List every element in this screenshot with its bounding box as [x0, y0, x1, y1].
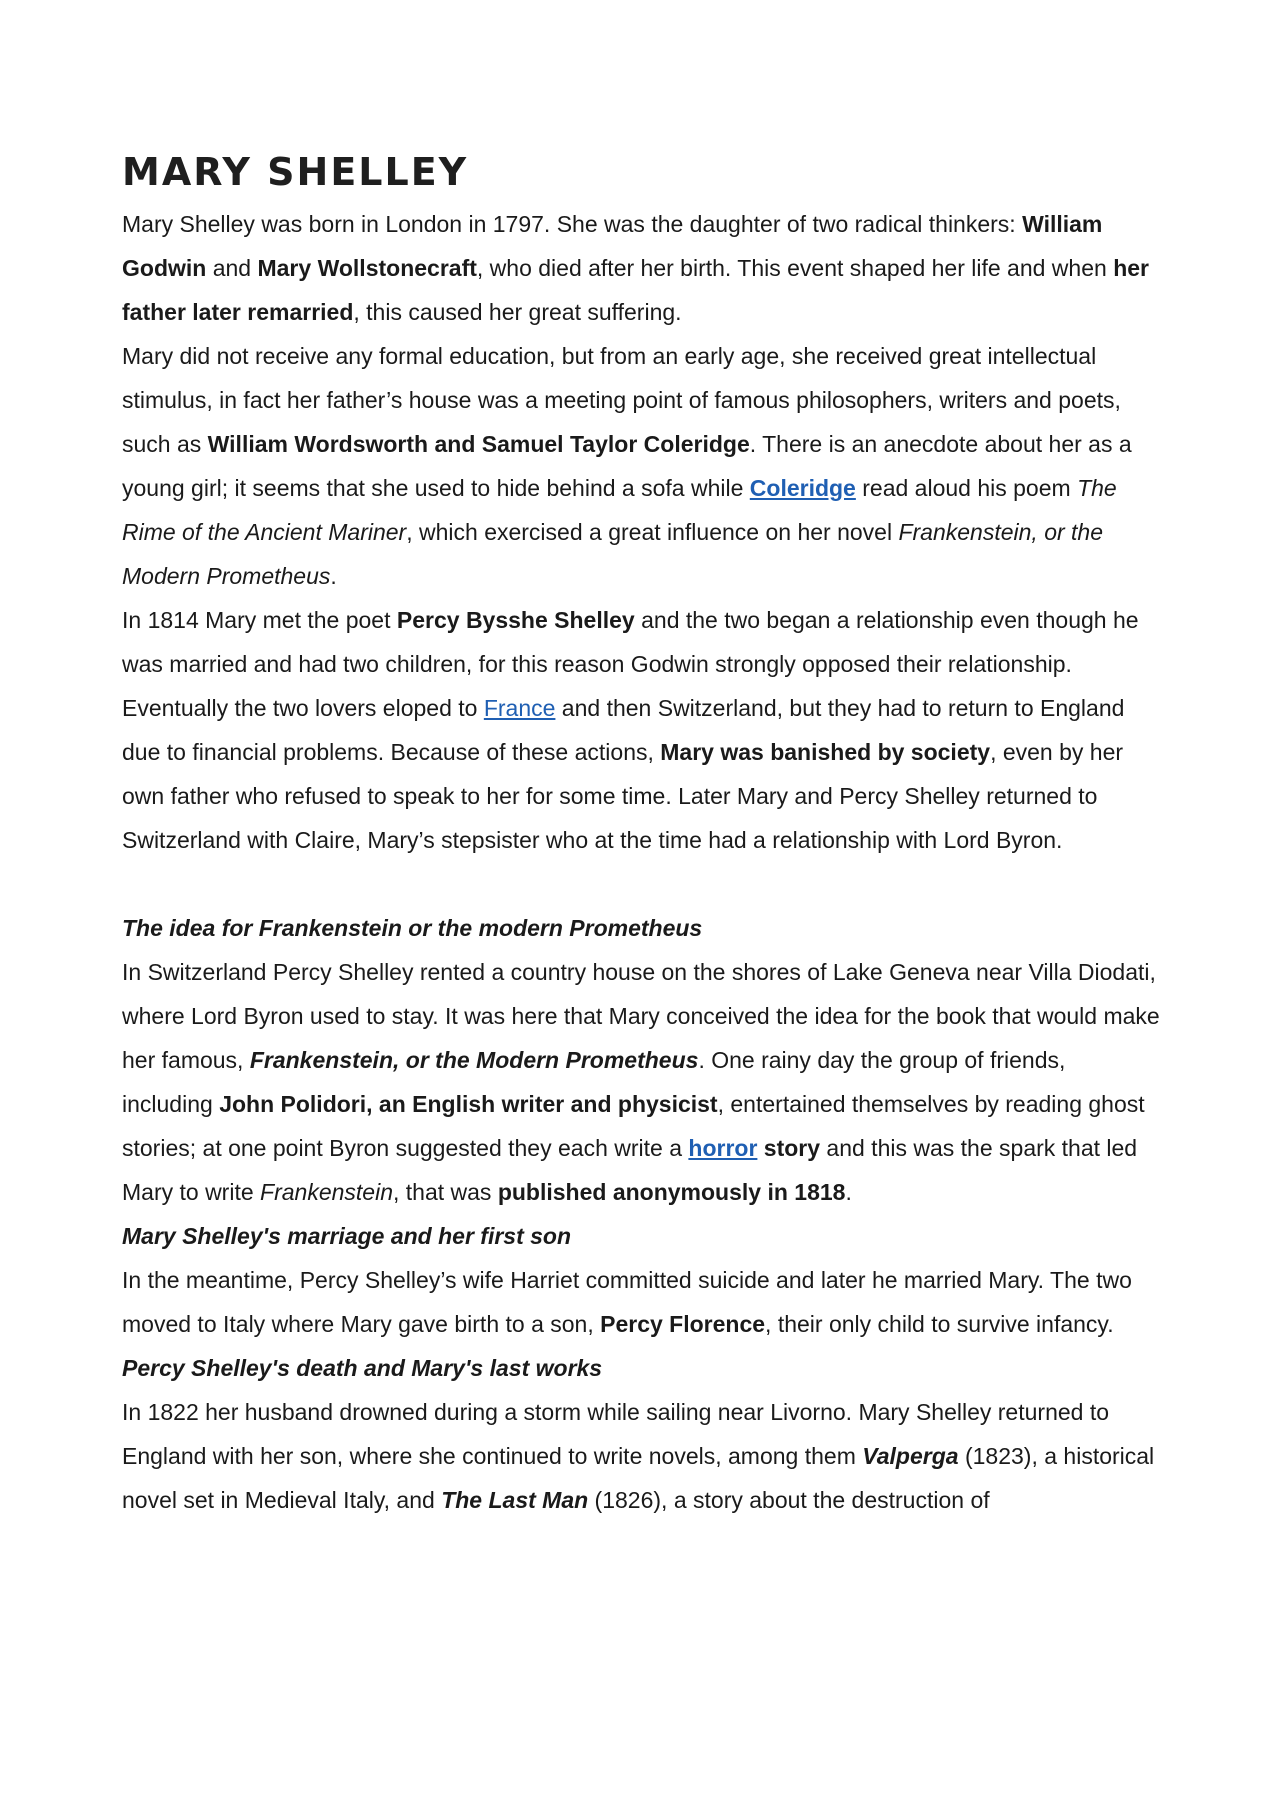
paragraph-education: [122, 334, 1160, 598]
text-run: In 1814 Mary met the poet: [122, 606, 397, 633]
bold-italic-last-man: The Last Man: [441, 1486, 589, 1513]
text-run: and: [206, 254, 258, 281]
text-run: read aloud his poem: [855, 474, 1078, 501]
text-run: , even by her own father who refused to speak to her for some time. Later Mary and Percy Shelley returned to Switzerland with Claire, Mary’s stepsister who at the time had a relationship with Lord Byron.: [122, 738, 1124, 853]
text-run: and then Switzerland, but they had to return to England due to financial problems. Because of these actions,: [122, 694, 1125, 765]
bold-poets: William Wordsworth and Samuel Taylor Coleridge: [207, 430, 750, 457]
subheading-marriage: Mary Shelley's marriage and her first son: [122, 1222, 572, 1249]
paragraph-percy: [122, 598, 1160, 862]
text-run: , which exercised a great influence on her novel: [406, 518, 899, 545]
bold-wollstonecraft: Mary Wollstonecraft: [257, 254, 477, 281]
text-run: , who died after her birth. This event shaped her life and when: [476, 254, 1114, 281]
text-run: , entertained themselves by reading ghost stories; at one point Byron suggested they each write a: [122, 1090, 1145, 1161]
paragraph-marriage: [122, 1258, 1160, 1346]
italic-frankenstein: Frankenstein, or the Modern Prometheus: [122, 518, 1104, 589]
subheading-idea: The idea for Frankenstein or the modern Prometheus: [122, 914, 703, 941]
text-run: In 1822 her husband drowned during a storm while sailing near Livorno. Mary Shelley returned to England with her son, where she continued to write novels, among them: [122, 1398, 1110, 1469]
bold-godwin: William Godwin: [122, 210, 1103, 281]
bold-italic-valperga: Valperga: [862, 1442, 959, 1469]
text-run: and the two began a relationship even though he was married and had two children, for this reason Godwin strongly opposed their relationship. Eventually the two lovers eloped to: [122, 606, 1139, 721]
link-horror[interactable]: horror: [688, 1134, 758, 1161]
bold-banished: Mary was banished by society: [660, 738, 991, 765]
bold-published: published anonymously in 1818: [497, 1178, 846, 1205]
text-run: .: [330, 562, 337, 589]
text-run: and this was the spark that led Mary to write: [122, 1134, 1138, 1205]
text-run: , their only child to survive infancy.: [765, 1310, 1114, 1337]
text-run: . There is an anecdote about her as a young girl; it seems that she used to hide behind a sofa while: [122, 430, 1132, 501]
bold-remarried: her father later remarried: [122, 254, 1149, 325]
paragraph-last-works: [122, 1390, 1160, 1522]
link-france[interactable]: France: [483, 694, 556, 721]
text-run: (1826), a story about the destruction of: [588, 1486, 990, 1513]
page-title: MARY SHELLEY: [122, 150, 469, 194]
document-body: [122, 202, 1160, 1522]
link-coleridge[interactable]: Coleridge: [749, 474, 856, 501]
text-run: In the meantime, Percy Shelley’s wife Harriet committed suicide and later he married Mary. The two moved to Italy where Mary gave birth to a son,: [122, 1266, 1132, 1337]
text-run: , this caused her great suffering.: [353, 298, 682, 325]
paragraph-spacer: [122, 862, 1160, 906]
bold-italic-frankenstein: Frankenstein, or the Modern Prometheus: [249, 1046, 699, 1073]
italic-frankenstein: Frankenstein: [260, 1178, 393, 1205]
text-run: In Switzerland Percy Shelley rented a country house on the shores of Lake Geneva near Villa Diodati, where Lord Byron used to stay. It was here that Mary conceived the idea for the book that would make her famous,: [122, 958, 1160, 1073]
bold-percy-florence: Percy Florence: [600, 1310, 766, 1337]
bold-polidori: John Polidori, an English writer and physicist: [219, 1090, 718, 1117]
text-run: (1823), a historical novel set in Medieval Italy, and: [122, 1442, 1155, 1513]
italic-rime: The Rime of the Ancient Mariner: [122, 474, 1117, 545]
subheading-death: Percy Shelley's death and Mary's last works: [122, 1354, 603, 1381]
bold-story: story: [763, 1134, 821, 1161]
text-run: Mary did not receive any formal education, but from an early age, she received great intellectual stimulus, in fact her father’s house was a meeting point of famous philosophers, writers and poets, such as: [122, 342, 1121, 457]
text-run: , that was: [393, 1178, 498, 1205]
text-run: .: [845, 1178, 852, 1205]
text-run: Mary Shelley was born in London in 1797. She was the daughter of two radical thinkers:: [122, 210, 1023, 237]
paragraph-idea: [122, 950, 1160, 1214]
bold-percy: Percy Bysshe Shelley: [396, 606, 635, 633]
text-run: . One rainy day the group of friends, including: [122, 1046, 1066, 1117]
paragraph-birth: [122, 202, 1160, 334]
